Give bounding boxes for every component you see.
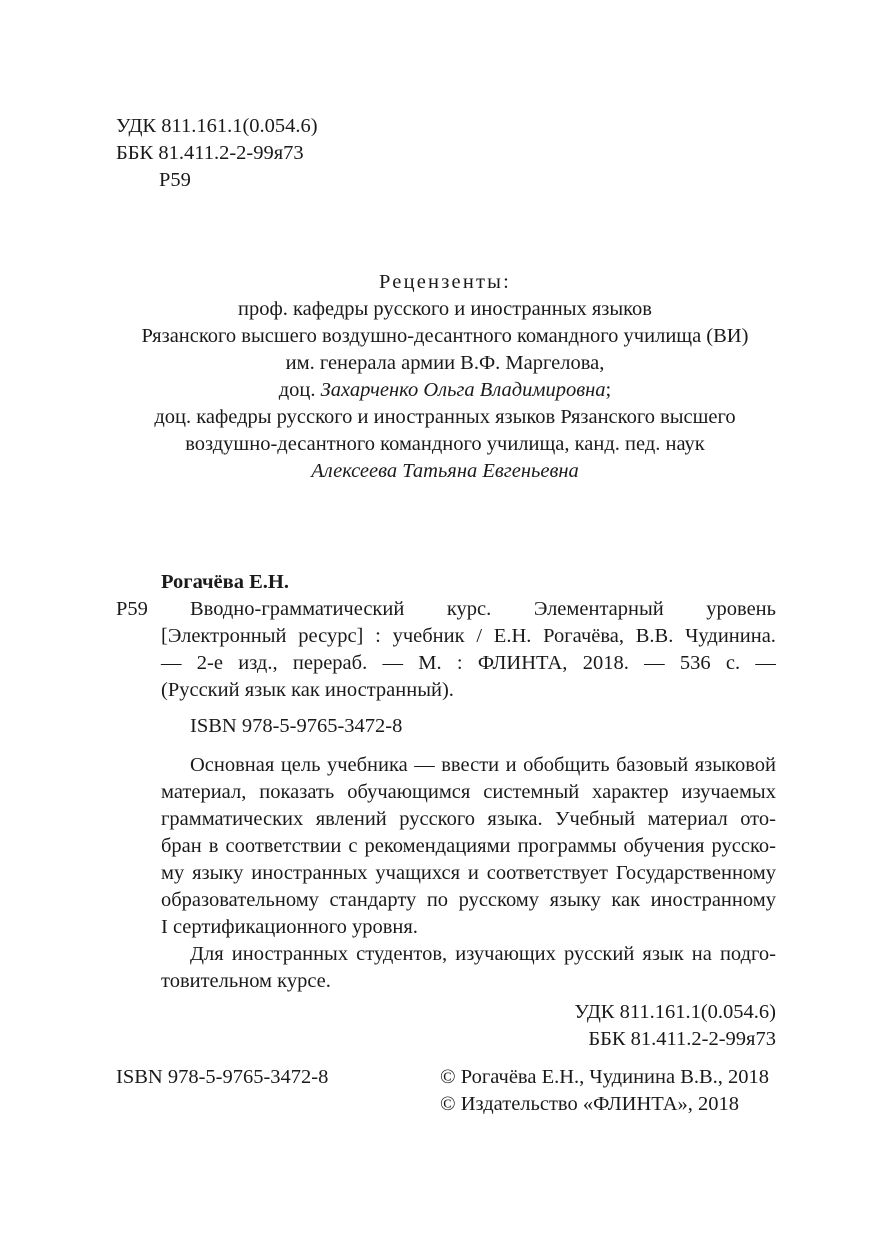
footer-copyright-publisher: © Издательство «ФЛИНТА», 2018 xyxy=(440,1093,740,1115)
word: Е.Н. xyxy=(493,625,532,647)
word: [Электронный xyxy=(161,625,287,647)
word: явлений xyxy=(315,808,387,830)
word: учащихся xyxy=(375,862,461,884)
word: — xyxy=(161,652,182,674)
word: 2-е xyxy=(196,652,223,674)
word: языка. xyxy=(487,808,543,830)
word: ресурс] xyxy=(298,625,364,647)
word: Для xyxy=(190,943,224,965)
word: / xyxy=(476,625,483,647)
word: Элементарный xyxy=(533,598,664,620)
word: Основная xyxy=(190,754,275,776)
word: и xyxy=(505,754,517,776)
word: стандарту xyxy=(329,889,417,911)
word: русский xyxy=(563,943,635,965)
word: русского xyxy=(399,808,475,830)
reviewer-1-name: Захарченко Ольга Владимировна xyxy=(320,379,606,401)
word: языку xyxy=(549,889,601,911)
reviewers-line-5: доц. кафедры русского и иностранных языков Рязанского высшего xyxy=(154,406,736,428)
word: по xyxy=(426,889,449,911)
word: учебника xyxy=(326,754,408,776)
word: характер xyxy=(592,781,669,803)
bib-series: (Русский язык как иностранный). xyxy=(161,679,454,701)
word: язык xyxy=(642,943,684,965)
bib-author: Рогачёва Е.Н. xyxy=(161,571,289,593)
word: ФЛИНТА, xyxy=(477,652,568,674)
word: студентов, xyxy=(356,943,448,965)
word: — xyxy=(382,652,403,674)
annotation-line-4 xyxy=(161,834,776,858)
word: базовый xyxy=(616,754,689,776)
word: обучения xyxy=(623,835,705,857)
word: бран xyxy=(161,835,202,857)
word: изучаемых xyxy=(681,781,776,803)
header-author-mark: Р59 xyxy=(159,169,191,191)
word: рекомендациями xyxy=(364,835,511,857)
word: му xyxy=(161,862,185,884)
word: соответствии xyxy=(225,835,342,857)
word: изд., xyxy=(238,652,278,674)
word: показать xyxy=(259,781,335,803)
word: иностранных xyxy=(251,862,368,884)
word: 536 xyxy=(679,652,711,674)
word: — xyxy=(414,754,435,776)
word: грамматических xyxy=(161,808,304,830)
word: : xyxy=(456,652,463,674)
footer-copyright-authors: © Рогачёва Е.Н., Чудинина В.В., 2018 xyxy=(440,1066,770,1088)
word: материал xyxy=(647,808,728,830)
annotation-line-1 xyxy=(190,753,776,777)
reviewer-1-punct: ; xyxy=(605,379,612,401)
classification-udk: УДК 811.161.1(0.054.6) xyxy=(574,1001,776,1023)
word: М. xyxy=(418,652,442,674)
word: Учебный xyxy=(555,808,636,830)
word: иностранному xyxy=(650,889,776,911)
word: Чудинина. xyxy=(685,625,776,647)
word: и xyxy=(467,862,479,884)
word: курс. xyxy=(446,598,492,620)
header-udk: УДК 811.161.1(0.054.6) xyxy=(116,115,318,137)
reviewers-line-6: воздушно-десантного командного училища, канд. пед. наук xyxy=(185,433,705,455)
word: ввести xyxy=(441,754,500,776)
reviewers-title: Рецензенты: xyxy=(378,271,512,293)
bib-title-line-1 xyxy=(190,597,776,621)
reviewers-line-3: им. генерала армии В.Ф. Маргелова, xyxy=(285,352,605,374)
word: материал, xyxy=(161,781,247,803)
classification-bbk: ББК 81.411.2-2-99я73 xyxy=(588,1028,776,1050)
word: соответствует xyxy=(486,862,608,884)
word: образовательному xyxy=(161,889,319,911)
word: перераб. xyxy=(292,652,368,674)
word: обучающимся xyxy=(347,781,471,803)
reviewer-1-title: доц. xyxy=(278,379,321,401)
annotation-line-2 xyxy=(161,780,776,804)
reviewers-line-4 xyxy=(0,378,875,402)
word: русскому xyxy=(458,889,540,911)
reviewers-line-2: Рязанского высшего воздушно-десантного командного училища (ВИ) xyxy=(141,325,749,347)
word: уровень xyxy=(706,598,776,620)
reviewers-line-1: проф. кафедры русского и иностранных языков xyxy=(237,298,652,320)
annotation-line-5 xyxy=(161,861,776,885)
word: как xyxy=(611,889,641,911)
word: — xyxy=(755,652,776,674)
word: В.В. xyxy=(635,625,674,647)
word: учебник xyxy=(392,625,465,647)
annotation-p2-line-2: товительном курсе. xyxy=(161,970,331,992)
annotation-line-7: I сертификационного уровня. xyxy=(161,916,418,938)
word: системный xyxy=(483,781,580,803)
word: языковой xyxy=(694,754,776,776)
word: иностранных xyxy=(231,943,349,965)
word: русско- xyxy=(711,835,776,857)
word: на xyxy=(691,943,712,965)
word: в xyxy=(208,835,219,857)
bib-title-line-3 xyxy=(161,651,776,675)
word: с. xyxy=(725,652,741,674)
word: изучающих xyxy=(455,943,556,965)
word: Государственному xyxy=(615,862,776,884)
word: ото- xyxy=(740,808,776,830)
bib-isbn: ISBN 978-5-9765-3472-8 xyxy=(190,715,403,737)
header-bbk: ББК 81.411.2-2-99я73 xyxy=(116,142,304,164)
word: с xyxy=(348,835,358,857)
annotation-line-6 xyxy=(161,888,776,912)
bib-title-line-2 xyxy=(161,624,776,648)
word: программы xyxy=(517,835,617,857)
word: 2018. xyxy=(582,652,629,674)
word: Вводно-грамматический xyxy=(190,598,405,620)
annotation-p2-line-1 xyxy=(190,942,776,966)
word: Рогачёва, xyxy=(543,625,624,647)
word: цель xyxy=(280,754,321,776)
bib-mark: Р59 xyxy=(116,598,148,620)
reviewer-2-name: Алексеева Татьяна Евгеньевна xyxy=(311,460,579,482)
word: : xyxy=(375,625,381,647)
word: подго- xyxy=(719,943,776,965)
annotation-line-3 xyxy=(161,807,776,831)
word: языку xyxy=(192,862,244,884)
word: — xyxy=(644,652,665,674)
footer-isbn: ISBN 978-5-9765-3472-8 xyxy=(116,1066,329,1088)
word: обобщить xyxy=(523,754,610,776)
